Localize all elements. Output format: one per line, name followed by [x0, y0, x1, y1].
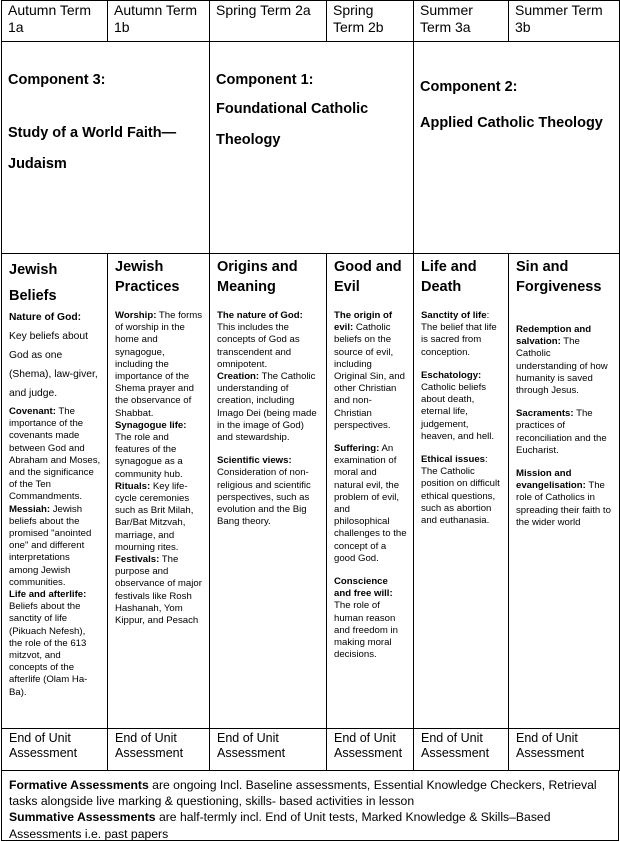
unit-point: Nature of God: Key beliefs about God as one (Shema), law-giver, and judge.	[9, 312, 98, 399]
term-header: Spring Term 2b	[327, 1, 414, 42]
component-heading: Component 2:	[420, 79, 518, 95]
assessment-notes	[1, 770, 619, 841]
component-subtitle: Study of a World Faith—	[8, 125, 177, 141]
assessment-cell: End of Unit Assessment	[327, 729, 414, 771]
term-header: Spring Term 2a	[210, 1, 327, 42]
term-header: Summer Term 3a	[414, 1, 509, 42]
curriculum-table	[1, 0, 620, 771]
unit-point: Rituals: Key life-cycle ceremonies such as Brit Milah, Bar/Bat Mitzvah, marriage, and mourning rites.	[115, 480, 194, 553]
curriculum-document	[1, 0, 619, 842]
unit-cell-jewish-beliefs	[2, 254, 108, 729]
unit-cell-life-and-death	[414, 254, 509, 729]
unit-point: Suffering: An examination of moral and natural evil, the problem of evil, and philosophical challenges to the concept of a good God.	[334, 443, 407, 564]
unit-point: Redemption and salvation: The Catholic understanding of how humanity is saved through Jesus.	[516, 324, 608, 397]
unit-title: Sin and Forgiveness	[516, 259, 602, 295]
formative-note: Formative Assessments are ongoing Incl. Baseline assessments, Essential Knowledge Checkers, Retrieval tasks alongside live marking & questioning, skills- based activities in lesson	[9, 778, 597, 809]
unit-cell-sin-and-forgiveness	[509, 254, 620, 729]
component-row	[2, 42, 620, 254]
unit-point: Eschatology: Catholic beliefs about death, eternal life, judgement, heaven, and hell.	[421, 369, 495, 442]
unit-point: Worship: The forms of worship in the home and synagogue, including the importance of the Shema prayer and the observance of Shabbat.	[115, 310, 203, 419]
unit-point: Scientific views: Consideration of non-religious and scientific perspectives, such as evolution and the Big Bang theory.	[217, 455, 311, 528]
assessment-cell: End of Unit Assessment	[108, 729, 210, 771]
unit-point: Conscience and free will: The role of human reason and freedom in making moral decisions.	[334, 576, 398, 661]
component-subtitle: Theology	[216, 132, 281, 148]
component-2-cell	[414, 42, 620, 254]
component-heading: Component 3:	[8, 72, 106, 88]
unit-title: Good and Evil	[334, 259, 402, 295]
assessment-cell: End of Unit Assessment	[509, 729, 620, 771]
component-3-cell	[2, 42, 210, 254]
component-subtitle: Applied Catholic Theology	[420, 115, 603, 131]
unit-point: Messiah: Jewish beliefs about the promised "anointed one" and different interpretations among Jewish communities.	[9, 503, 92, 588]
term-header: Summer Term 3b	[509, 1, 620, 42]
component-subtitle: Foundational Catholic	[216, 101, 369, 117]
unit-point: Sanctity of life: The belief that life is sacred from conception.	[421, 310, 497, 358]
component-heading: Component 1:	[216, 72, 314, 88]
term-header: Autumn Term 1a	[2, 1, 108, 42]
unit-point: Life and afterlife: Beliefs about the sanctity of life (Pikuach Nefesh), the role of the 613 mitzvot, and concepts of the afterlife (Olam Ha-Ba).	[9, 589, 88, 698]
term-header: Autumn Term 1b	[108, 1, 210, 42]
assessment-cell: End of Unit Assessment	[2, 729, 108, 771]
component-1-cell	[210, 42, 414, 254]
unit-title: Jewish Practices	[115, 259, 180, 295]
assessment-cell: End of Unit Assessment	[210, 729, 327, 771]
unit-point: Sacraments: The practices of reconciliation and the Eucharist.	[516, 408, 607, 456]
unit-point: Mission and evangelisation: The role of Catholics in spreading their faith to the wider world	[516, 468, 611, 528]
unit-cell-origins-and-meaning	[210, 254, 327, 729]
unit-point: Covenant: The importance of the covenants made between God and Abraham and Moses, and the significance of the Ten Commandments.	[9, 406, 101, 503]
unit-title: Origins and Meaning	[217, 259, 298, 295]
unit-cell-jewish-practices	[108, 254, 210, 729]
term-header-row	[2, 1, 620, 42]
unit-cell-good-and-evil	[327, 254, 414, 729]
unit-title: Jewish Beliefs	[9, 262, 58, 304]
unit-point: The origin of evil: Catholic beliefs on the source of evil, including Original Sin, and other Christian and non-Christian perspectives.	[334, 310, 405, 431]
unit-point: Creation: The Catholic understanding of creation, including Imago Dei (being made in the image of God) and stewardship.	[217, 371, 317, 444]
unit-title: Life and Death	[421, 259, 477, 295]
unit-point: Festivals: The purpose and observance of major festivals like Rosh Hashanah, Yom Kippur, and Pesach	[115, 554, 202, 627]
unit-content-row	[2, 254, 620, 729]
unit-point: Synagogue life: The role and features of the synagogue as a community hub.	[115, 419, 187, 480]
assessment-row	[2, 729, 620, 771]
assessment-cell: End of Unit Assessment	[414, 729, 509, 771]
unit-point: Ethical issues: The Catholic position on difficult ethical questions, such as abortion and euthanasia.	[421, 454, 500, 527]
component-subtitle: Judaism	[8, 156, 67, 172]
summative-note: Summative Assessments are half-termly incl. End of Unit tests, Marked Knowledge & Skills–Based Assessments i.e. past papers	[9, 810, 551, 841]
unit-point: The nature of God: This includes the concepts of God as transcendent and omnipotent.	[217, 310, 303, 370]
